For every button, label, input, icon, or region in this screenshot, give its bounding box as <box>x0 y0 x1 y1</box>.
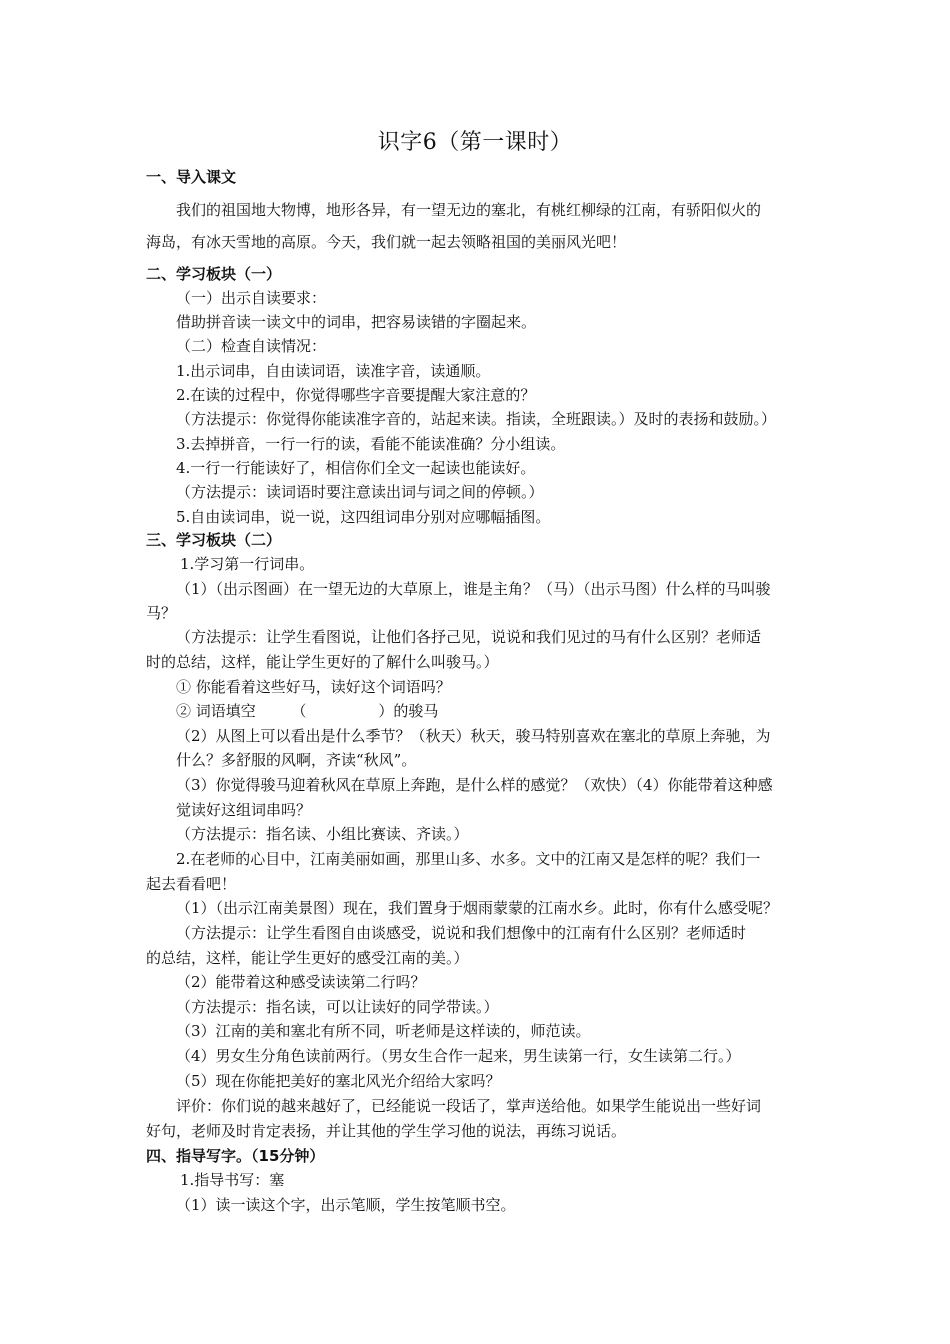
paragraph-line: （方法提示：让学生看图说，让他们各抒己见，说说和我们见过的马有什么区别？老师适 <box>176 628 762 646</box>
paragraph-line: （1）读一读这个字，出示笔顺，学生按笔顺书空。 <box>176 1196 516 1214</box>
paragraph-line: ① 你能看着这些好马，读好这个词语吗？ <box>176 678 451 696</box>
paragraph-line: （一）出示自读要求： <box>176 289 327 307</box>
fill-blank-label: ② 词语填空 <box>176 702 256 720</box>
paragraph-line: 起去看看吧！ <box>146 875 237 893</box>
paragraph-line: （二）检查自读情况： <box>176 337 327 355</box>
paragraph-line: （方法提示：你觉得你能读准字音的，站起来读。指读，全班跟读。）及时的表扬和鼓励。） <box>176 410 777 428</box>
paragraph-line: （方法提示：指名读，可以让读好的同学带读。） <box>176 998 499 1016</box>
paragraph-line: 1.出示词串，自由读词语，读准字音，读通顺。 <box>176 362 491 380</box>
paragraph-line: （方法提示：让学生看图自由谈感受，说说和我们想像中的江南有什么区别？老师适时 <box>176 924 747 942</box>
section-heading-1: 一、导入课文 <box>146 168 237 186</box>
fill-blank-open: （ <box>291 702 307 720</box>
paragraph-line: 2.在老师的心目中，江南美丽如画，那里山多、水多。文中的江南又是怎样的呢？我们一 <box>176 850 761 868</box>
paragraph-line: 马？ <box>146 604 177 622</box>
paragraph-line: 4.一行一行能读好了，相信你们全文一起读也能读好。 <box>176 459 536 477</box>
paragraph-line: 3.去掉拼音，一行一行的读，看能不能读准确？分小组读。 <box>176 435 566 453</box>
paragraph-line: 5.自由读词串，说一说，这四组词串分别对应哪幅插图。 <box>176 508 551 526</box>
paragraph-line: （3）你觉得骏马迎着秋风在草原上奔跑，是什么样的感觉？（欢快）（4）你能带着这种感 <box>176 776 773 794</box>
fill-blank-line <box>176 701 816 721</box>
section-heading-4: 四、指导写字。（15分钟） <box>146 1147 325 1165</box>
paragraph-line: 海岛，有冰天雪地的高原。今天，我们就一起去领略祖国的美丽风光吧！ <box>146 233 627 251</box>
paragraph-line: 什么？多舒服的风啊，齐读“秋风”。 <box>176 751 417 769</box>
paragraph-line: （方法提示：读词语时要注意读出词与词之间的停顿。） <box>176 483 544 501</box>
paragraph-line: 借助拼音读一读文中的词串，把容易读错的字圈起来。 <box>176 313 537 331</box>
paragraph-line: （1）（出示图画）在一望无边的大草原上，谁是主角？（马）（出示马图）什么样的马叫骏 <box>176 580 771 598</box>
paragraph-line: （方法提示：指名读、小组比赛读、齐读。） <box>176 825 469 843</box>
paragraph-line: 好句，老师及时肯定表扬，并让其他的学生学习他的说法，再练习说话。 <box>146 1122 627 1140</box>
paragraph-line: 觉读好这组词串吗？ <box>176 801 312 819</box>
document-title: 识字6（第一课时） <box>377 130 573 155</box>
paragraph-line: 评价：你们说的越来越好了，已经能说一段话了，掌声送给他。如果学生能说出一些好词 <box>176 1097 762 1115</box>
paragraph-line: 时的总结，这样，能让学生更好的了解什么叫骏马。） <box>146 653 499 671</box>
paragraph-line: 的总结，这样，能让学生更好的感受江南的美。） <box>146 949 469 967</box>
paragraph-line: （2）从图上可以看出是什么季节？（秋天）秋天，骏马特别喜欢在塞北的草原上奔驰，为 <box>176 727 771 745</box>
paragraph-line: 1.指导书写：塞 <box>180 1171 285 1189</box>
paragraph-line: 我们的祖国地大物博，地形各异，有一望无边的塞北，有桃红柳绿的江南，有骄阳似火的 <box>176 201 762 219</box>
paragraph-line: （5）现在你能把美好的塞北风光介绍给大家吗？ <box>176 1072 501 1090</box>
section-heading-3: 三、学习板块（二） <box>146 531 282 549</box>
paragraph-line: （4）男女生分角色读前两行。（男女生合作一起来，男生读第一行，女生读第二行。） <box>176 1047 741 1065</box>
paragraph-line: 2.在读的过程中，你觉得哪些字音要提醒大家注意的？ <box>176 386 536 404</box>
fill-blank-close: ）的骏马 <box>378 702 439 720</box>
paragraph-line: （3）江南的美和塞北有所不同，听老师是这样读的，师范读。 <box>176 1022 591 1040</box>
section-heading-2: 二、学习板块（一） <box>146 265 282 283</box>
paragraph-line: 1.学习第一行词串。 <box>180 555 315 573</box>
paragraph-line: （2）能带着这种感受读读第二行吗？ <box>176 973 426 991</box>
paragraph-line: （1）（出示江南美景图）现在，我们置身于烟雨蒙蒙的江南水乡。此时，你有什么感受呢？ <box>176 899 779 917</box>
